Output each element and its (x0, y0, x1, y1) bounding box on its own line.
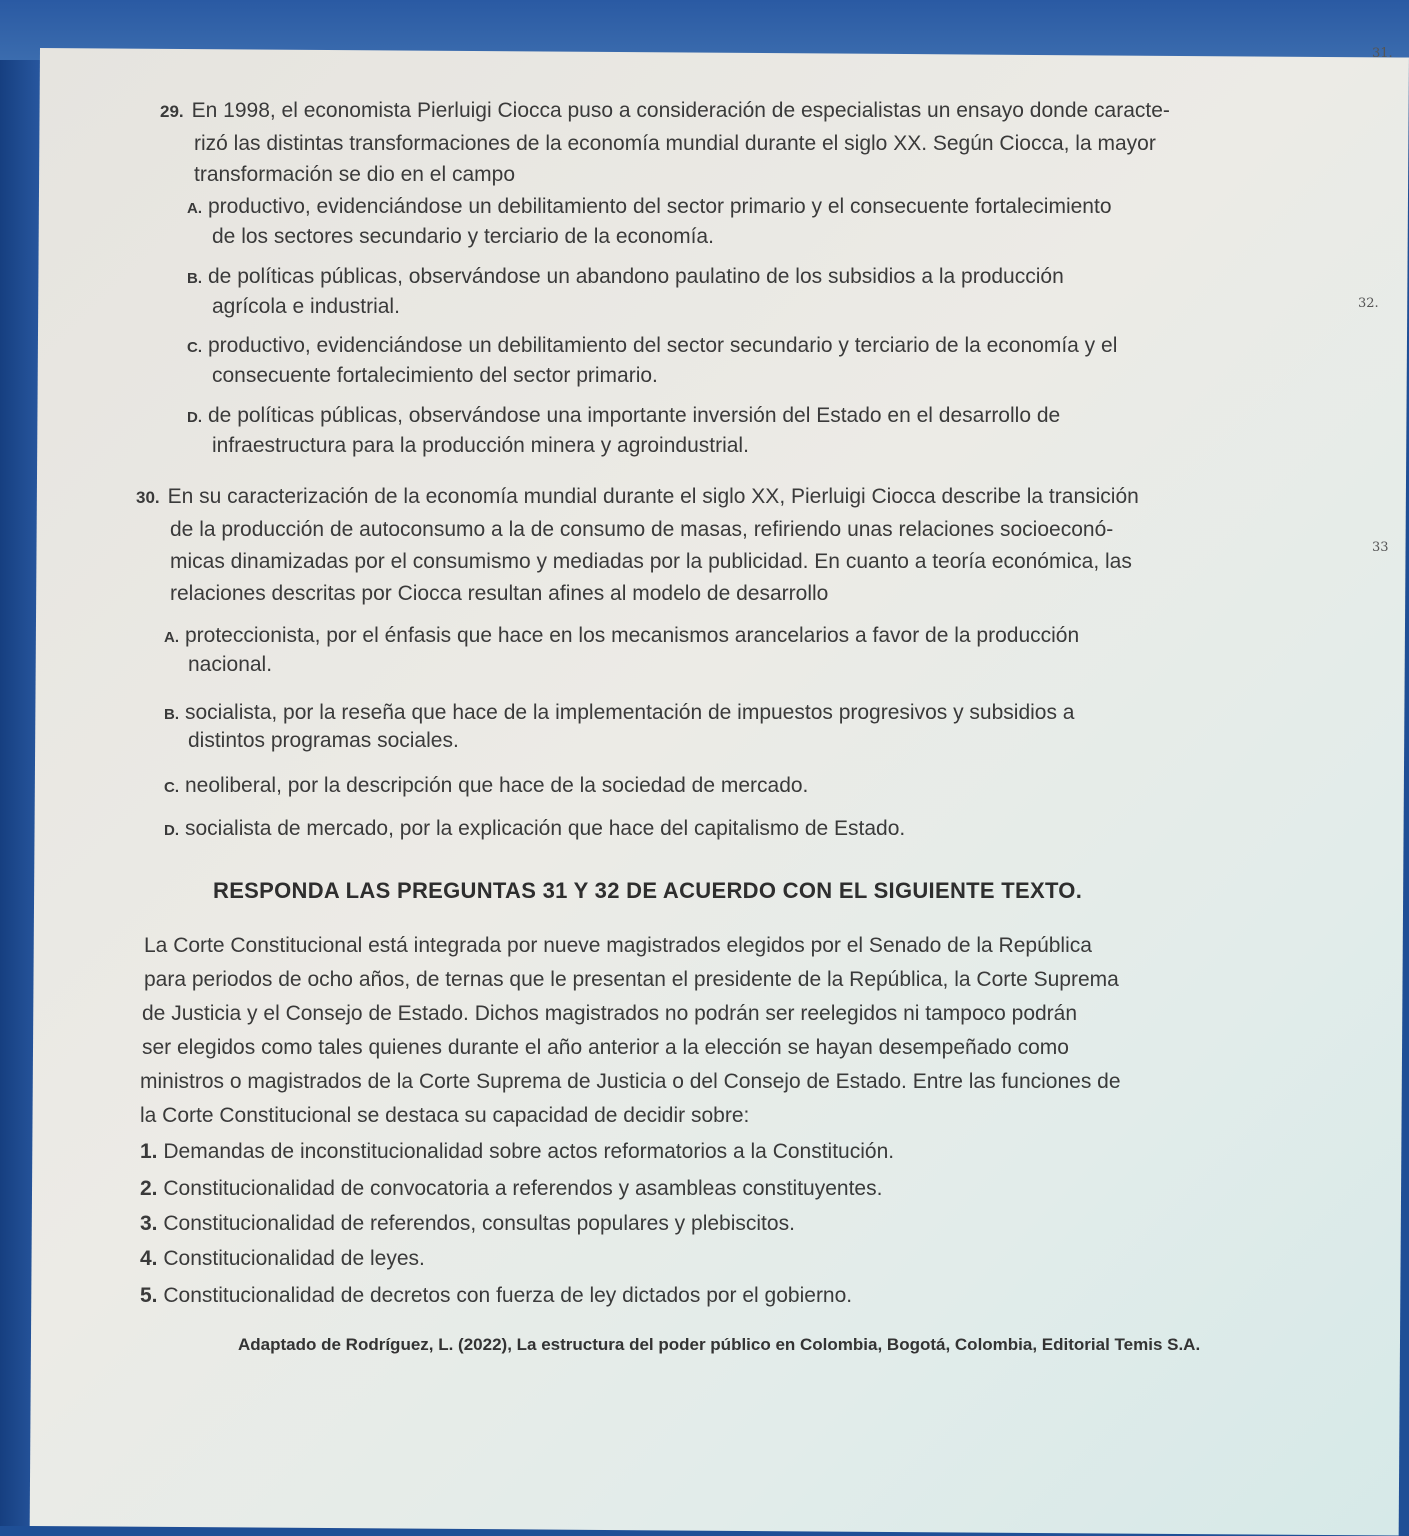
passage-item-4 (140, 1245, 425, 1273)
item-text: Constitucionalidad de convocatoria a referendos y asambleas constituyentes. (163, 1177, 883, 1200)
q29-stem-text-1: En 1998, el economista Pierluigi Ciocca puso a consideración de especialistas un ensayo donde caracte- (191, 99, 1170, 122)
q29-option-c[interactable] (187, 331, 1117, 362)
q29-option-c-line-2: consecuente fortalecimiento del sector primario. (212, 364, 658, 387)
section-heading: RESPONDA LAS PREGUNTAS 31 Y 32 DE ACUERDO CON EL SIGUIENTE TEXTO. (213, 878, 1083, 903)
item-number: 2. (140, 1177, 158, 1200)
option-letter: A. (164, 629, 179, 646)
option-text: neoliberal, por la descripción que hace de la sociedad de mercado. (185, 774, 809, 797)
q30-stem-line-2: de la producción de autoconsumo a la de consumo de masas, refiriendo unas relaciones socioeconó- (170, 518, 1114, 541)
passage-line-5: ministros o magistrados de la Corte Suprema de Justicia o del Consejo de Estado. Entre las funciones de (140, 1070, 1121, 1093)
q30-stem-line-3: micas dinamizadas por el consumismo y mediadas por la publicidad. En cuanto a teoría económica, las (170, 550, 1132, 573)
passage-line-4: ser elegidos como tales quienes durante el año anterior a la elección se hayan desempeñado como (142, 1036, 1069, 1059)
option-letter: D. (187, 409, 202, 426)
option-letter: A. (187, 200, 202, 217)
passage-line-2: para periodos de ocho años, de ternas que le presentan el presidente de la República, la Corte Suprema (144, 968, 1119, 991)
item-text: Demandas de inconstitucionalidad sobre actos reformatorios a la Constitución. (163, 1140, 895, 1163)
q30-option-b[interactable] (164, 698, 1075, 729)
option-letter: D. (164, 822, 179, 839)
q29-stem-line-3: transformación se dio en el campo (194, 163, 515, 186)
passage-line-3: de Justicia y el Consejo de Estado. Dichos magistrados no podrán ser reelegidos ni tampoco podrán (142, 1002, 1078, 1025)
q29-option-b[interactable] (187, 262, 1064, 293)
q30-stem-line-4: relaciones descritas por Ciocca resultan afines al modelo de desarrollo (170, 582, 829, 605)
item-number: 3. (140, 1212, 158, 1235)
item-number: 5. (140, 1284, 158, 1307)
option-text: socialista de mercado, por la explicación que hace del capitalismo de Estado. (185, 817, 906, 840)
q30-number: 30. (136, 488, 160, 507)
q30-option-d[interactable] (164, 814, 905, 845)
item-text: Constitucionalidad de decretos con fuerza de ley dictados por el gobierno. (163, 1284, 853, 1307)
passage-item-3 (140, 1210, 795, 1238)
q29-option-d-line-2: infraestructura para la producción minera y agroindustrial. (212, 434, 749, 457)
q30-option-a-line-2: nacional. (188, 653, 273, 676)
item-text: Constitucionalidad de leyes. (163, 1247, 425, 1270)
q29-stem-line-2: rizó las distintas transformaciones de la economía mundial durante el siglo XX. Según Ciocca, la mayor (194, 132, 1156, 155)
option-letter: C. (187, 339, 202, 356)
item-text: Constitucionalidad de referendos, consultas populares y plebiscitos. (163, 1212, 795, 1235)
passage-item-5 (140, 1282, 852, 1310)
q30-option-b-line-2: distintos programas sociales. (188, 729, 459, 752)
option-text: de políticas públicas, observándose una importante inversión del Estado en el desarrollo de (208, 404, 1061, 427)
q29-option-b-line-2: agrícola e industrial. (212, 295, 400, 318)
q29-option-a[interactable] (187, 192, 1112, 223)
option-letter: B. (187, 270, 202, 287)
option-letter: B. (164, 706, 179, 723)
q29-option-d[interactable] (187, 401, 1060, 432)
item-number: 1. (140, 1140, 158, 1163)
margin-mark-31: 31. (1372, 46, 1393, 61)
passage-item-2 (140, 1175, 882, 1203)
option-text: productivo, evidenciándose un debilitamiento del sector secundario y terciario de la economía y el (208, 334, 1118, 357)
q30-stem-text-1: En su caracterización de la economía mundial durante el siglo XX, Pierluigi Ciocca describe la transición (167, 485, 1139, 508)
passage-line-6: la Corte Constitucional se destaca su capacidad de decidir sobre: (140, 1104, 750, 1127)
passage-item-1 (140, 1138, 894, 1166)
q29-option-a-line-2: de los sectores secundario y terciario de la economía. (212, 225, 714, 248)
q29-stem-line-1 (160, 96, 1170, 126)
option-text: socialista, por la reseña que hace de la implementación de impuestos progresivos y subsidios a (185, 701, 1075, 724)
passage-line-1: La Corte Constitucional está integrada por nueve magistrados elegidos por el Senado de la República (144, 934, 1092, 957)
source-citation: Adaptado de Rodríguez, L. (2022), La estructura del poder público en Colombia, Bogotá, Colombia, Editorial Temis S.A. (238, 1335, 1201, 1354)
item-number: 4. (140, 1247, 158, 1270)
option-letter: C. (164, 779, 179, 796)
margin-mark-33: 33 (1372, 540, 1389, 555)
margin-mark-32: 32. (1358, 296, 1379, 311)
q30-option-a[interactable] (164, 621, 1079, 652)
option-text: de políticas públicas, observándose un abandono paulatino de los subsidios a la producción (208, 265, 1064, 288)
option-text: productivo, evidenciándose un debilitamiento del sector primario y el consecuente fortalecimiento (208, 195, 1112, 218)
q30-option-c[interactable] (164, 771, 808, 802)
option-text: proteccionista, por el énfasis que hace en los mecanismos arancelarios a favor de la producción (185, 624, 1080, 647)
q30-stem-line-1 (136, 482, 1139, 512)
q29-number: 29. (160, 102, 184, 121)
